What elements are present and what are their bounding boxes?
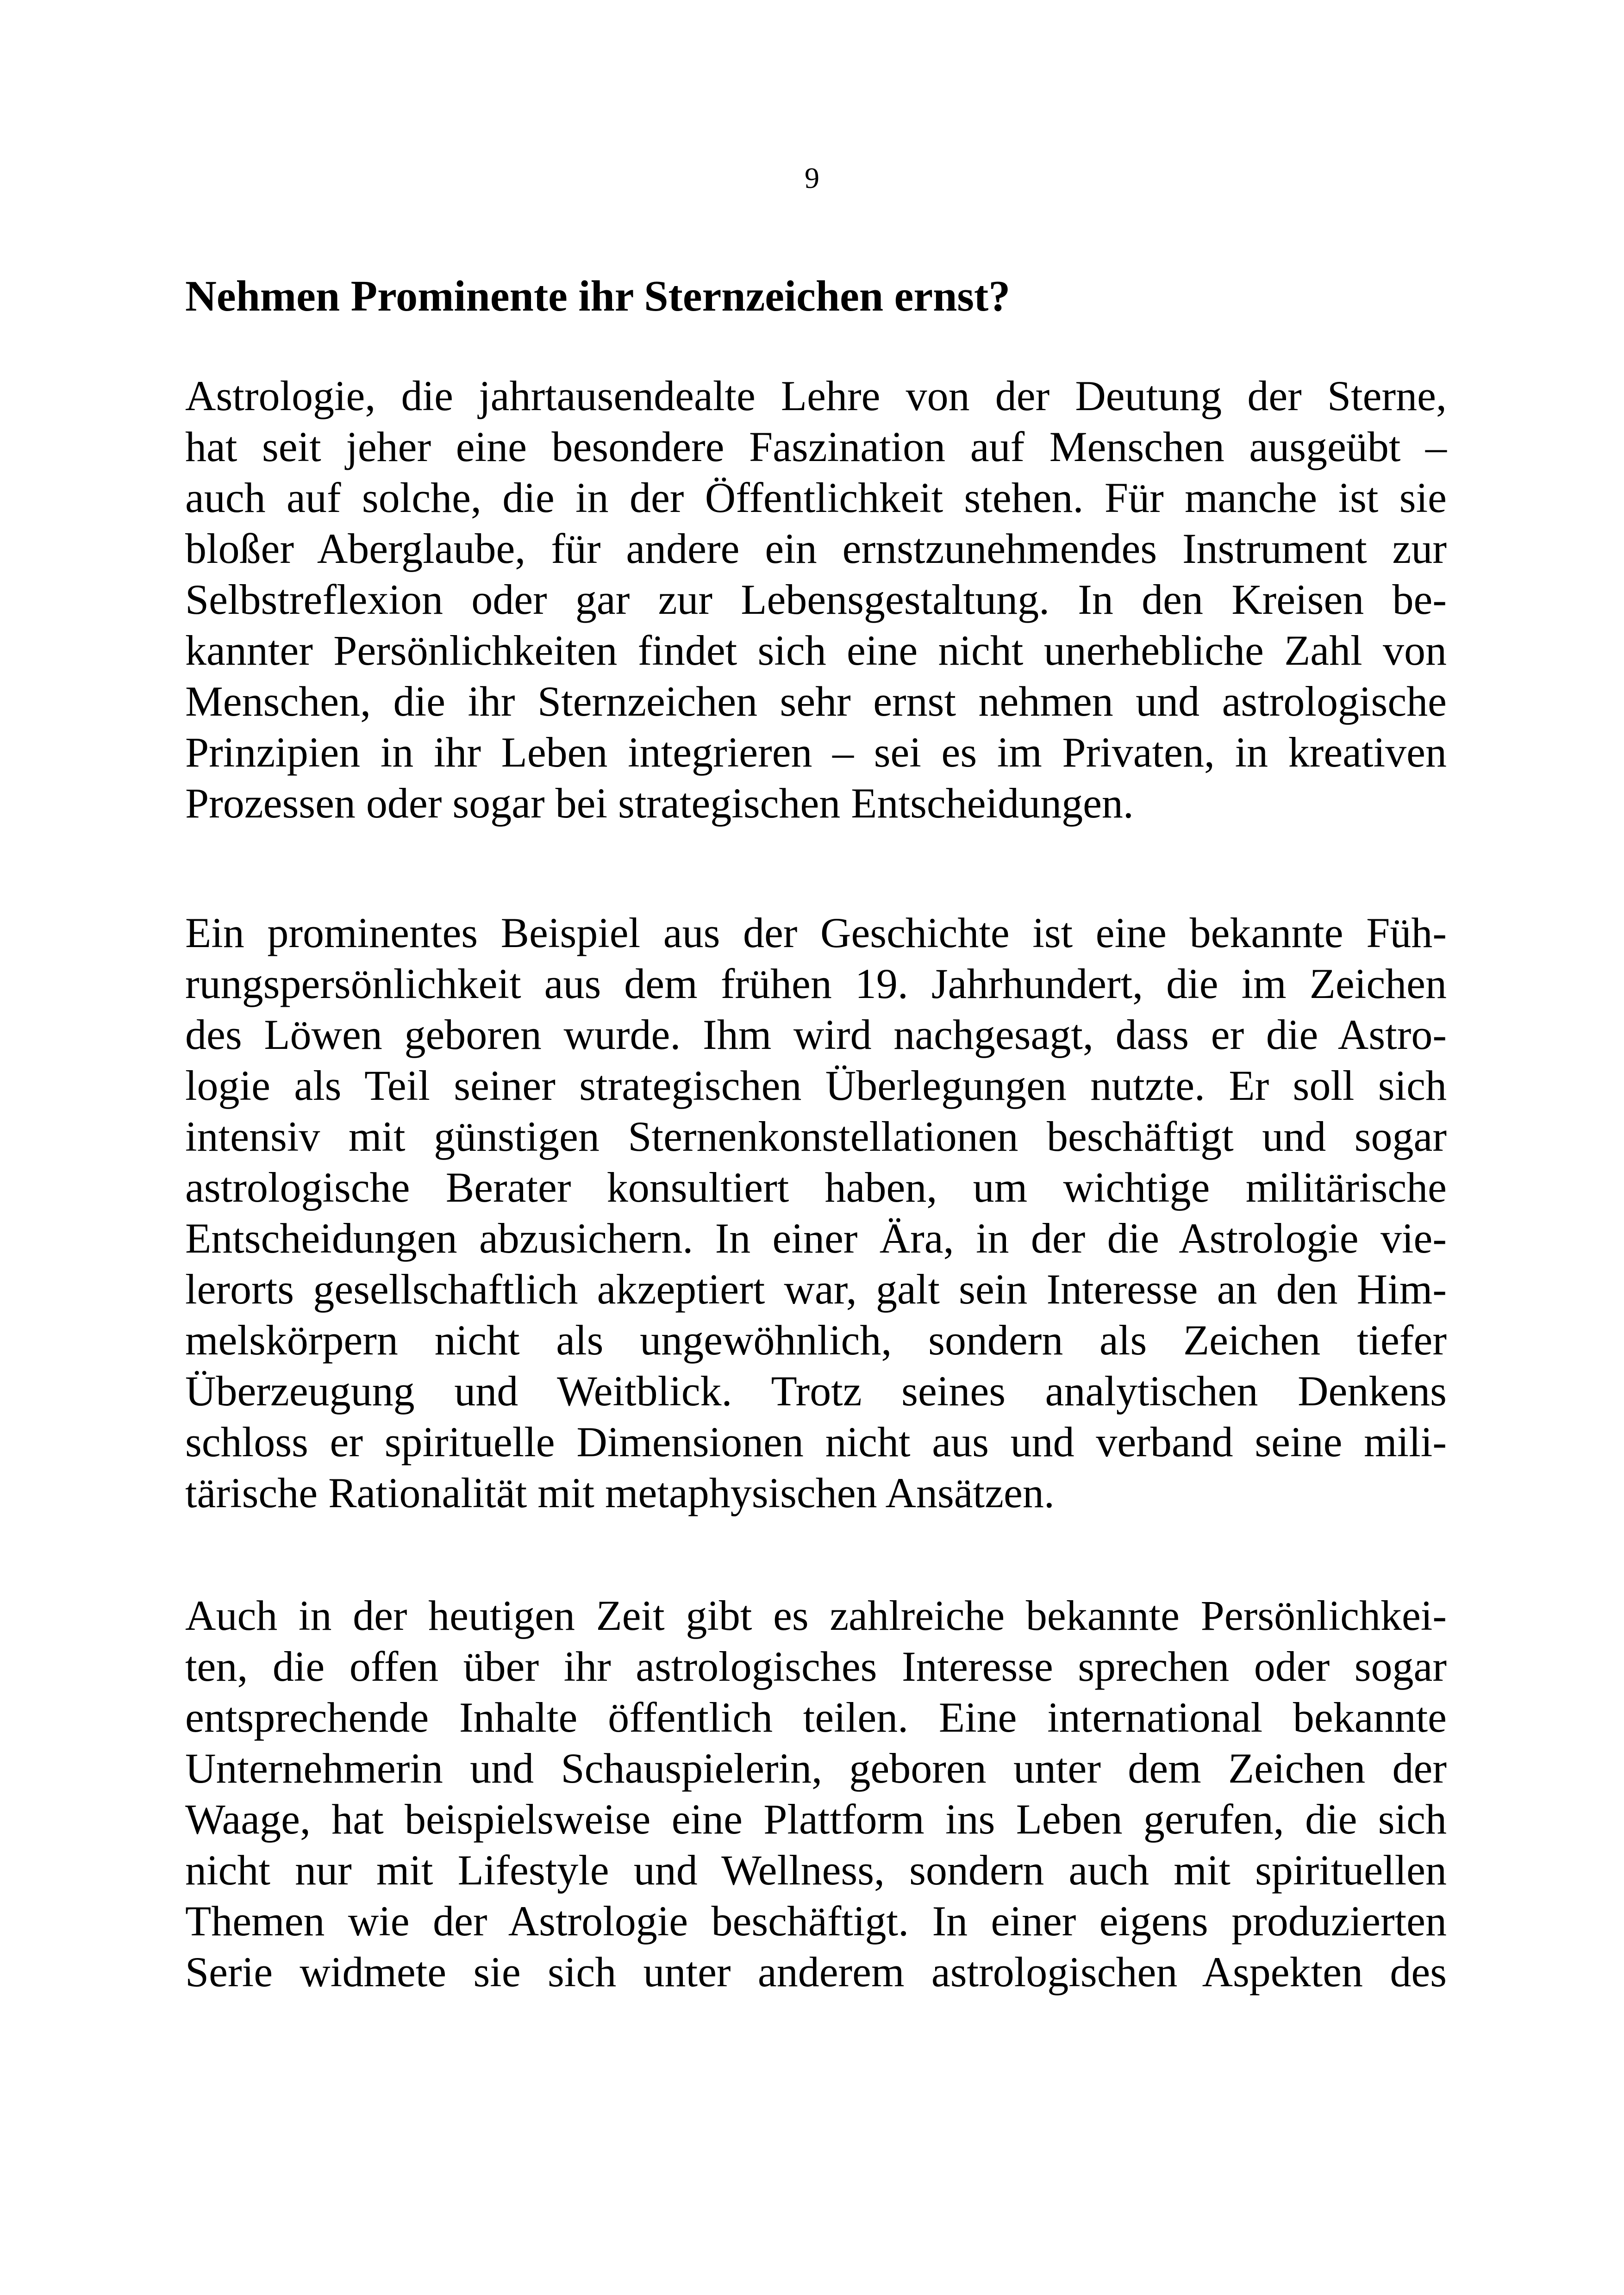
paragraph: [185, 370, 1447, 829]
text-line: lerorts gesellschaftlich akzeptiert war, galt sein Interesse an den Him-: [185, 1266, 1447, 1313]
text-line: intensiv mit günstigen Sternenkonstellationen beschäftigt und sogar: [185, 1113, 1447, 1160]
text-line: Astrologie, die jahrtausendealte Lehre von der Deutung der Sterne,: [185, 372, 1447, 419]
text-line: auch auf solche, die in der Öffentlichkeit stehen. Für manche ist sie: [185, 474, 1447, 521]
text-line: entsprechende Inhalte öffentlich teilen. Eine international bekannte: [185, 1694, 1447, 1741]
text-line: Themen wie der Astrologie beschäftigt. In einer eigens produzierten: [185, 1897, 1447, 1945]
paragraph: [185, 1590, 1447, 1997]
text-line: tärische Rationalität mit metaphysischen Ansätzen.: [185, 1469, 1055, 1516]
text-line: Auch in der heutigen Zeit gibt es zahlreiche bekannte Persönlichkei-: [185, 1592, 1447, 1639]
text-line: bloßer Aberglaube, für andere ein ernstzunehmendes Instrument zur: [185, 525, 1447, 572]
text-line: kannter Persönlichkeiten findet sich eine nicht unerhebliche Zahl von: [185, 627, 1447, 674]
text-line: Prinzipien in ihr Leben integrieren – sei es im Privaten, in kreativen: [185, 729, 1447, 776]
text-line: ten, die offen über ihr astrologisches Interesse sprechen oder sogar: [185, 1643, 1447, 1690]
text-line: Waage, hat beispielsweise eine Plattform ins Leben gerufen, die sich: [185, 1796, 1447, 1843]
text-line: hat seit jeher eine besondere Faszination auf Menschen ausgeübt –: [185, 423, 1447, 470]
text-line: Unternehmerin und Schauspielerin, geboren unter dem Zeichen der: [185, 1745, 1447, 1792]
section-heading: Nehmen Prominente ihr Sternzeichen ernst?: [185, 272, 1011, 320]
text-line: astrologische Berater konsultiert haben, um wichtige militärische: [185, 1164, 1447, 1211]
text-line: melskörpern nicht als ungewöhnlich, sondern als Zeichen tiefer: [185, 1316, 1447, 1364]
text-line: rungspersönlichkeit aus dem frühen 19. Jahrhundert, die im Zeichen: [185, 960, 1447, 1007]
text-line: Entscheidungen abzusichern. In einer Ära, in der die Astrologie vie-: [185, 1215, 1447, 1262]
text-line: Prozessen oder sogar bei strategischen Entscheidungen.: [185, 780, 1134, 827]
paragraph: [185, 907, 1447, 1518]
text-line: Menschen, die ihr Sternzeichen sehr ernst nehmen und astrologische: [185, 678, 1447, 725]
text-line: Ein prominentes Beispiel aus der Geschichte ist eine bekannte Füh-: [185, 909, 1447, 956]
text-line: Serie widmete sie sich unter anderem astrologischen Aspekten des: [185, 1948, 1447, 1996]
text-line: des Löwen geboren wurde. Ihm wird nachgesagt, dass er die Astro-: [185, 1011, 1447, 1058]
text-line: nicht nur mit Lifestyle und Wellness, sondern auch mit spirituellen: [185, 1846, 1447, 1894]
text-line: Überzeugung und Weitblick. Trotz seines analytischen Denkens: [185, 1367, 1447, 1415]
text-line: logie als Teil seiner strategischen Überlegungen nutzte. Er soll sich: [185, 1062, 1447, 1109]
text-line: Selbstreflexion oder gar zur Lebensgestaltung. In den Kreisen be-: [185, 576, 1447, 623]
text-line: schloss er spirituelle Dimensionen nicht aus und verband seine mili-: [185, 1418, 1447, 1466]
page-number: 9: [805, 162, 819, 194]
